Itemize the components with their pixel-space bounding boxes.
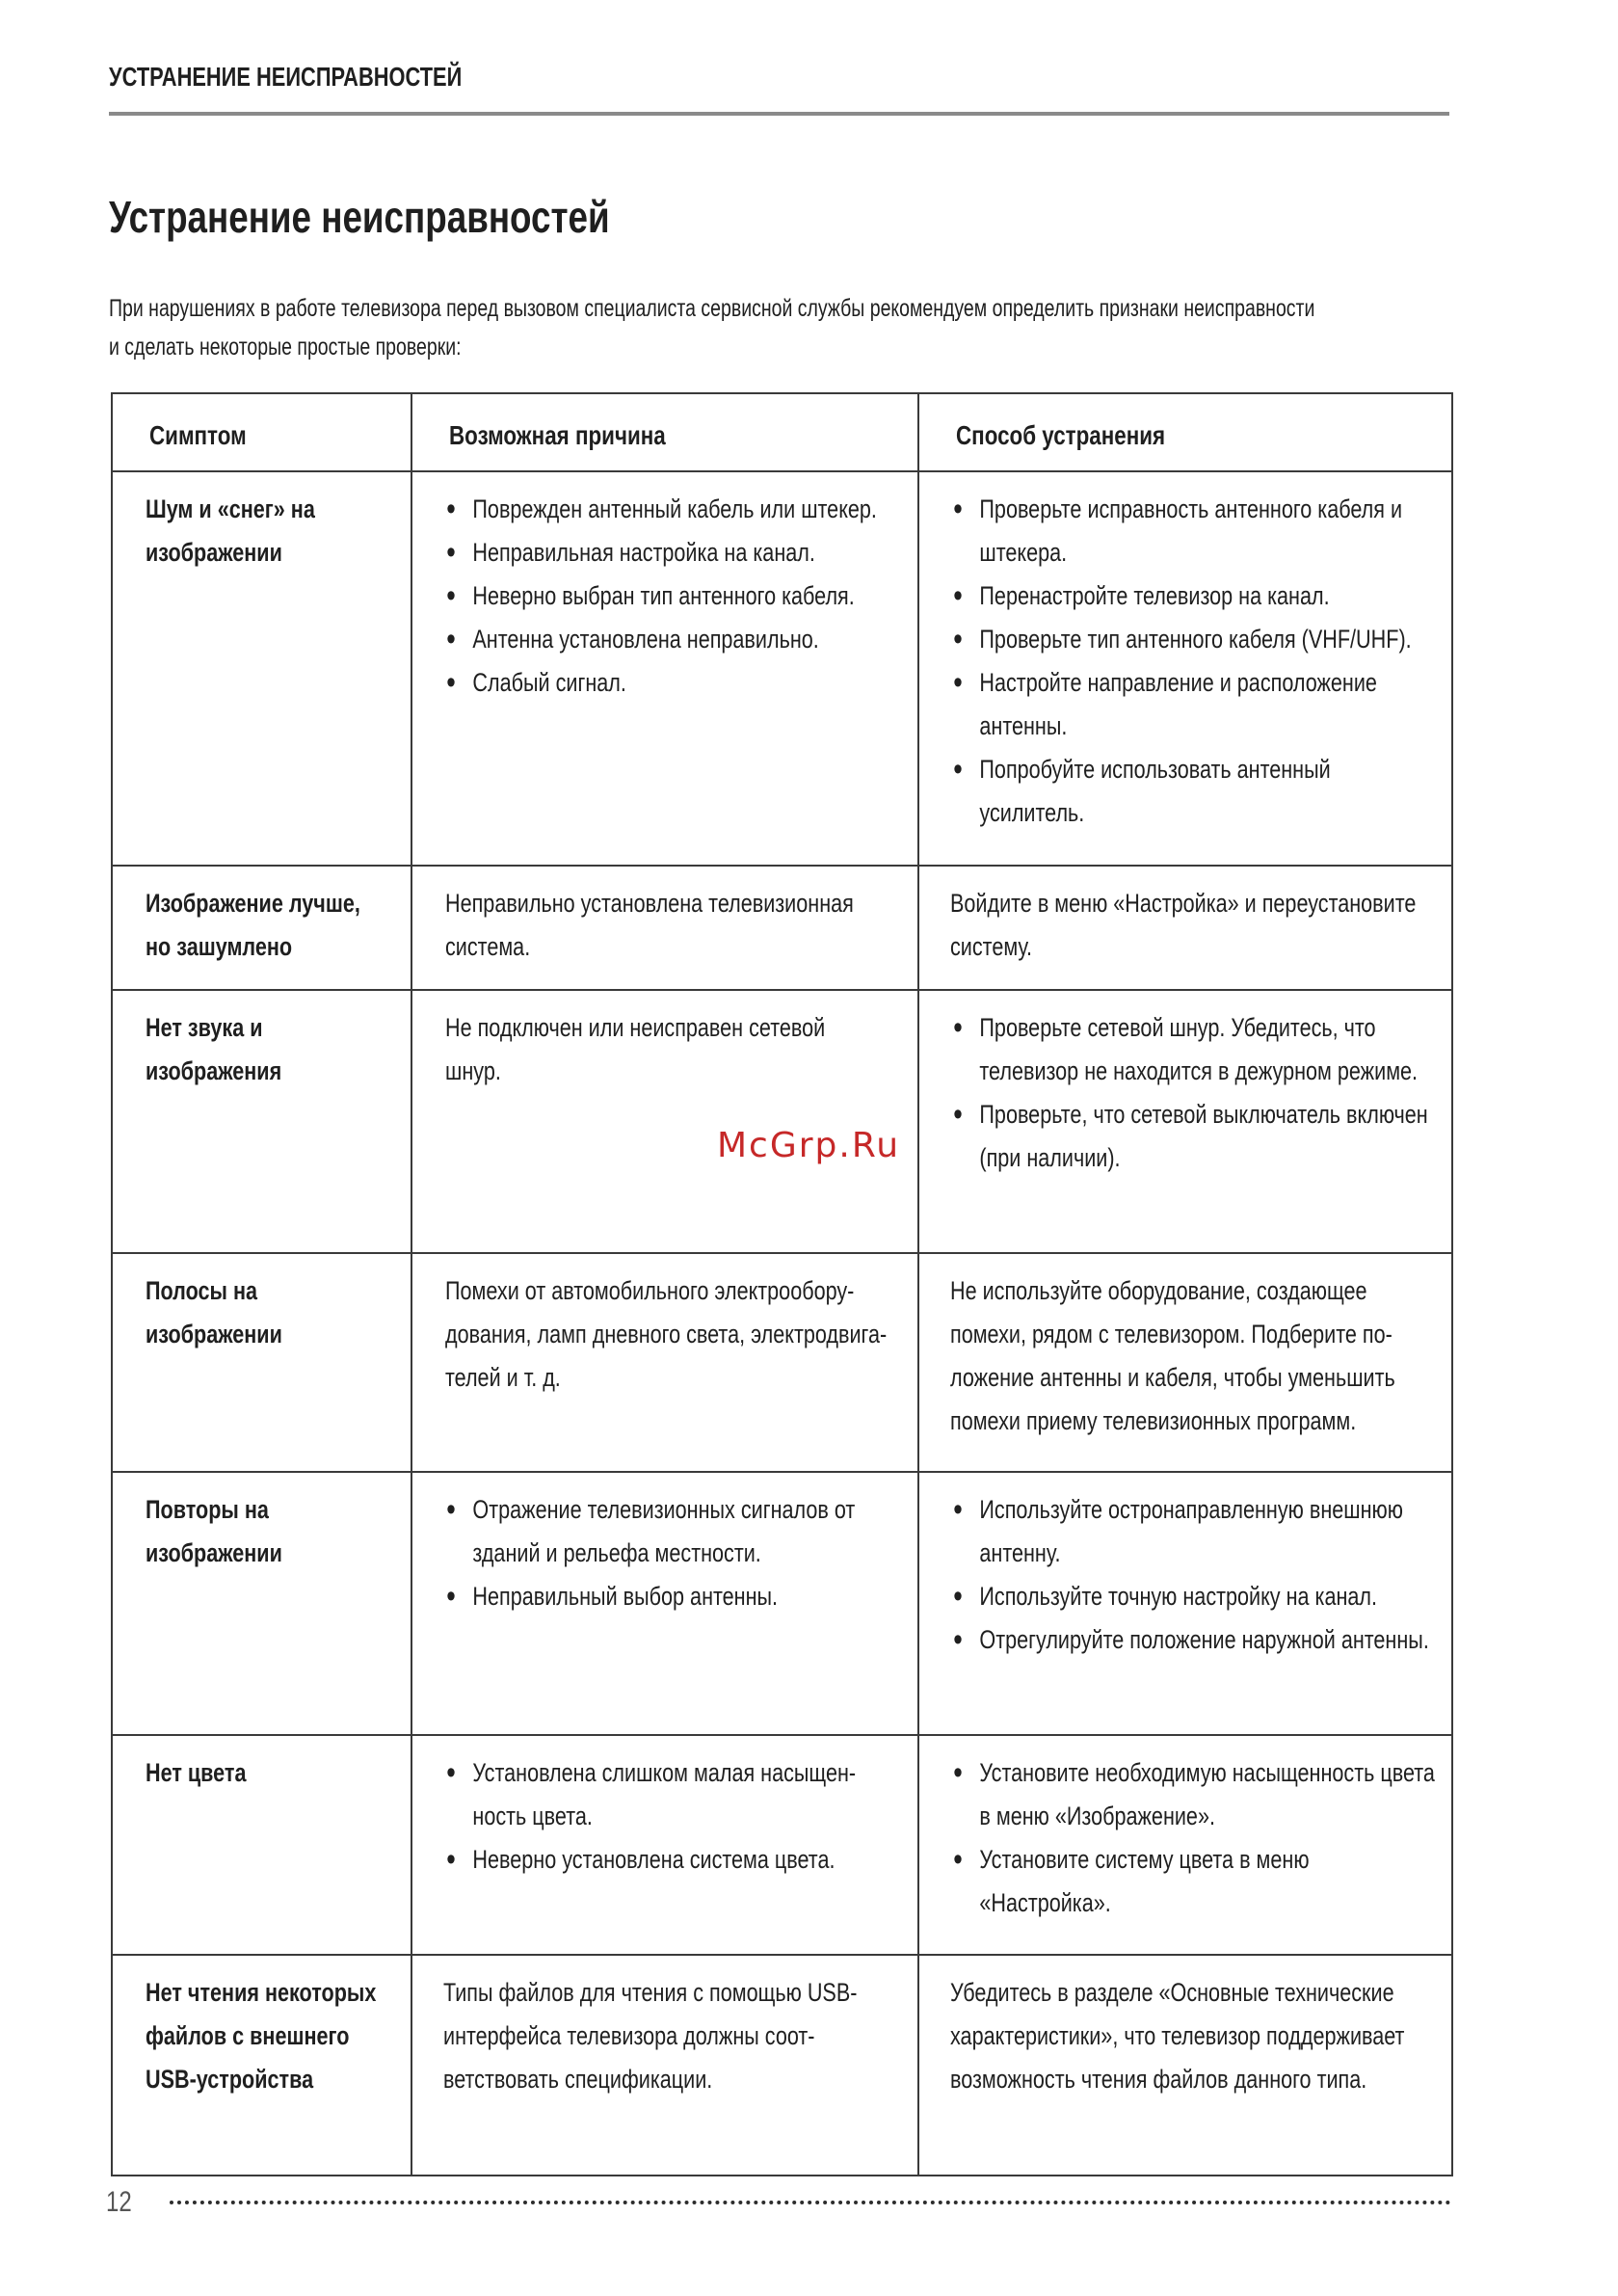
list-item: • Установлена слишком малая насыщенность цвета. <box>443 1751 890 1838</box>
remedy-cell <box>918 471 1452 866</box>
symptom-cell: Полосы на изображении <box>112 1253 411 1472</box>
list-item: • Установите необходимую насыщенность цвета в меню «Изображение». <box>950 1751 1440 1838</box>
symptom-cell: Повторы на изображении <box>112 1472 411 1735</box>
cause-cell: Типы файлов для чтения с помощью USB-интерфейса телевизора должны соответствовать спецификации. <box>411 1955 918 2176</box>
list-item: • Неправильный выбор антенны. <box>443 1575 898 1618</box>
list-item: • Проверьте исправность антенного кабеля и штекера. <box>950 488 1432 574</box>
remedy-cell: Убедитесь в разделе «Основные технические характеристики», что телевизор поддерживает возможность чтения файлов данного типа. <box>918 1955 1452 2176</box>
column-header-remedy: Способ устранения <box>918 393 1452 471</box>
intro-line: и сделать некоторые простые проверки: <box>109 334 462 360</box>
troubleshooting-table <box>111 392 1453 2176</box>
list-item: • Слабый сигнал. <box>443 661 917 705</box>
cause-cell: Неправильно установлена телевизионная система. <box>411 866 918 990</box>
column-header-cause: Возможная причина <box>411 393 918 471</box>
running-header: УСТРАНЕНИЕ НЕИСПРАВНОСТЕЙ <box>109 62 463 92</box>
list-item: • Отражение телевизионных сигналов от зданий и рельефа местности. <box>443 1488 898 1575</box>
list-item: • Настройте направление и расположение антенны. <box>950 661 1432 748</box>
cause-cell: Помехи от автомобильного электрооборудования, ламп дневного света, электродвигателей и т. д. <box>411 1253 918 1472</box>
cause-cell <box>411 1472 918 1735</box>
symptom-cell: Нет звука и изображения <box>112 990 411 1253</box>
remedy-cell <box>918 1735 1452 1955</box>
table-row <box>112 1472 1452 1735</box>
column-header-symptom: Симптом <box>112 393 411 471</box>
cause-cell <box>411 471 918 866</box>
cause-cell <box>411 1735 918 1955</box>
symptom-cell: Шум и «снег» на изображении <box>112 471 411 866</box>
page-number: 12 <box>106 2186 132 2218</box>
list-item: • Неверно выбран тип антенного кабеля. <box>443 574 917 618</box>
remedy-cell: Войдите в меню «Настройка» и переустановите систему. <box>918 866 1452 990</box>
list-item: • Используйте остронаправленную внешнюю антенну. <box>950 1488 1440 1575</box>
list-item: • Неправильная настройка на канал. <box>443 531 917 574</box>
remedy-cell <box>918 1472 1452 1735</box>
list-item: • Используйте точную настройку на канал. <box>950 1575 1440 1618</box>
list-item: • Проверьте сетевой шнур. Убедитесь, что телевизор не находится в дежурном режиме. <box>950 1006 1440 1093</box>
symptom-cell: Нет цвета <box>112 1735 411 1955</box>
list-item: • Установите систему цвета в меню «Настройка». <box>950 1838 1440 1925</box>
intro-line: При нарушениях в работе телевизора перед вызовом специалиста сервисной службы рекомендуем определить признаки неисправности <box>109 295 1315 322</box>
list-item: • Неверно установлена система цвета. <box>443 1838 890 1882</box>
list-item: • Попробуйте использовать антенный усилитель. <box>950 748 1432 835</box>
cause-cell: Не подключен или неисправен сетевой шнур. <box>411 990 918 1253</box>
page-title: Устранение неисправностей <box>109 192 610 242</box>
intro-paragraph <box>109 289 1402 366</box>
remedy-cell: Не используйте оборудование, создающее помехи, рядом с телевизором. Подберите положение антенны и кабеля, чтобы уменьшить помехи приему телевизионных программ. <box>918 1253 1452 1472</box>
list-item: • Проверьте, что сетевой выключатель включен (при наличии). <box>950 1093 1440 1180</box>
list-item: • Антенна установлена неправильно. <box>443 618 917 661</box>
list-item: • Перенастройте телевизор на канал. <box>950 574 1432 618</box>
table-row <box>112 471 1452 866</box>
table-row <box>112 1735 1452 1955</box>
footer-dotted-rule <box>170 2201 1451 2204</box>
table-row <box>112 1253 1452 1472</box>
symptom-cell: Изображение лучше, но зашумлено <box>112 866 411 990</box>
symptom-cell: Нет чтения некоторых файлов с внешнего USB-устройства <box>112 1955 411 2176</box>
list-item: • Проверьте тип антенного кабеля (VHF/UHF). <box>950 618 1432 661</box>
list-item: • Отрегулируйте положение наружной антенны. <box>950 1618 1440 1662</box>
header-rule <box>109 112 1449 116</box>
table-row <box>112 866 1452 990</box>
watermark: McGrp.Ru <box>717 1126 901 1165</box>
list-item: • Поврежден антенный кабель или штекер. <box>443 488 917 531</box>
remedy-cell <box>918 990 1452 1253</box>
table-row <box>112 990 1452 1253</box>
table-header-row <box>112 393 1452 471</box>
table-row <box>112 1955 1452 2176</box>
